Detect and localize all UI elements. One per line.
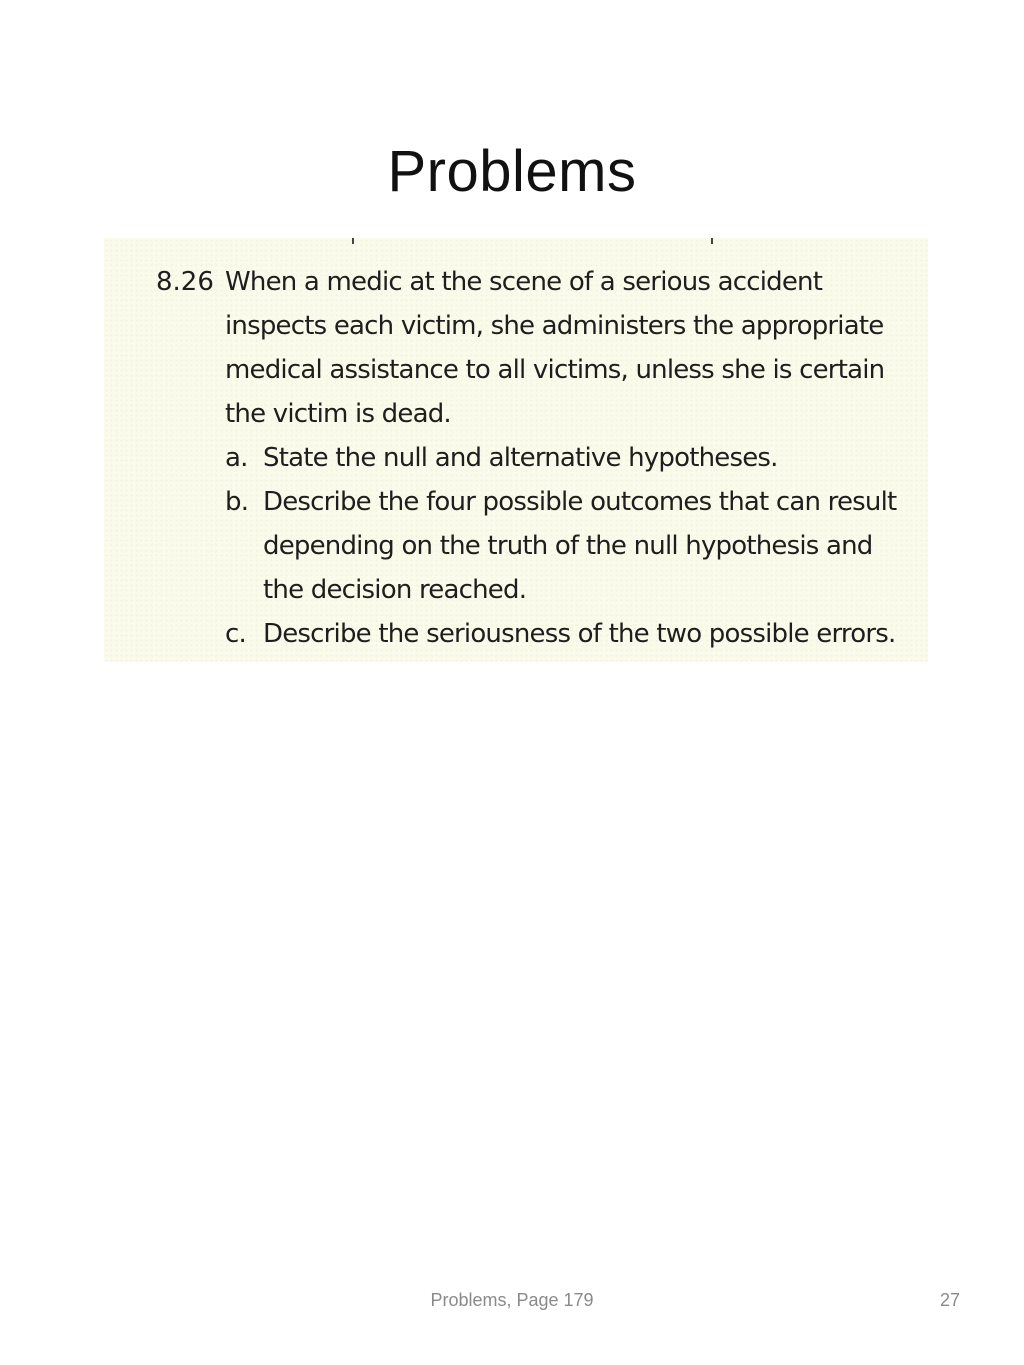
part-letter: b.	[225, 487, 249, 517]
part-text-line: State the null and alternative hypotheses.	[263, 443, 778, 473]
scan-fragment-mark	[711, 238, 713, 244]
part-text-line: Describe the four possible outcomes that can result	[263, 487, 897, 517]
scan-fragment-mark	[352, 238, 354, 244]
part-letter: a.	[225, 443, 248, 473]
problem-part-c	[225, 612, 915, 656]
problem-stem-line: When a medic at the scene of a serious accident	[225, 267, 823, 297]
part-text-line: depending on the truth of the null hypothesis and	[263, 531, 873, 561]
problem-stem-line: inspects each victim, she administers the appropriate	[225, 311, 884, 341]
part-letter: c.	[225, 619, 246, 649]
part-text-line: Describe the seriousness of the two possible errors.	[263, 619, 896, 649]
problem-number: 8.26	[156, 267, 214, 297]
slide-title: Problems	[387, 139, 637, 204]
footer-page-number: 27	[939, 1290, 960, 1310]
footer-source: Problems, Page 179	[430, 1290, 594, 1310]
problem-part-a	[225, 436, 915, 480]
part-text-line: the decision reached.	[263, 575, 527, 605]
problem-stem-line: medical assistance to all victims, unless she is certain	[225, 355, 885, 385]
textbook-scan	[104, 238, 928, 662]
problem-part-b	[225, 480, 915, 612]
problem-body	[225, 260, 915, 656]
problem-stem-line: the victim is dead.	[225, 399, 451, 429]
